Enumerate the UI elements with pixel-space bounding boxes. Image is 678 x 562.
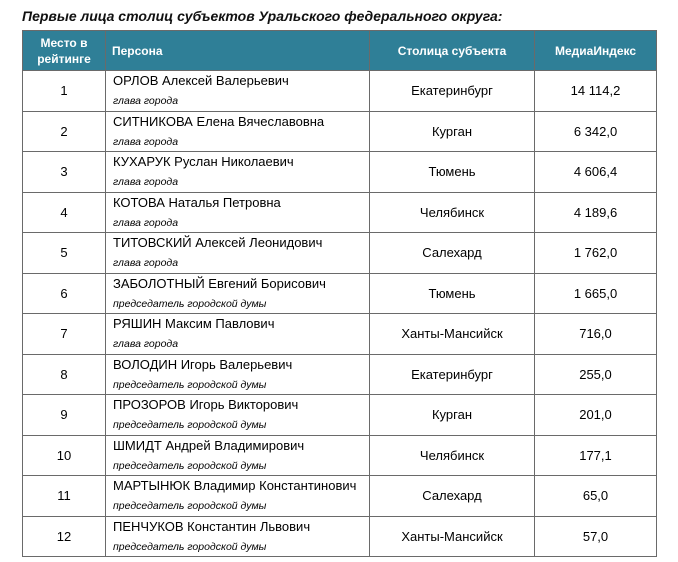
person-name: ПЕНЧУКОВ Константин Львович — [113, 518, 311, 534]
header-capital: Столица субъекта — [370, 31, 535, 71]
person-cell — [106, 354, 370, 395]
person-role: председатель городской думы — [113, 297, 267, 310]
capital-cell: Екатеринбург — [370, 354, 535, 395]
person-cell — [106, 476, 370, 517]
person-cell — [106, 192, 370, 233]
table-row — [23, 273, 657, 314]
rank-cell: 12 — [23, 516, 106, 557]
media-index-cell: 716,0 — [535, 314, 657, 355]
table-row — [23, 314, 657, 355]
rank-cell: 11 — [23, 476, 106, 517]
person-name: КОТОВА Наталья Петровна — [113, 194, 281, 210]
page-title: Первые лица столиц субъектов Уральского федерального округа: — [22, 8, 503, 24]
person-name: ШМИДТ Андрей Владимирович — [113, 437, 305, 453]
ranking-table — [22, 30, 657, 557]
person-name: РЯШИН Максим Павлович — [113, 316, 275, 331]
table-row — [23, 152, 657, 193]
rank-cell: 7 — [23, 314, 106, 355]
person-role: председатель городской думы — [113, 378, 267, 391]
rank-cell: 6 — [23, 273, 106, 314]
person-cell — [106, 233, 370, 274]
media-index-cell: 6 342,0 — [535, 111, 657, 152]
capital-cell: Ханты-Мансийск — [370, 314, 535, 355]
person-cell — [106, 435, 370, 476]
person-name: ТИТОВСКИЙ Алексей Леонидович — [113, 235, 323, 250]
person-cell — [106, 516, 370, 557]
capital-cell: Ханты-Мансийск — [370, 516, 535, 557]
table-row — [23, 516, 657, 557]
person-name: ВОЛОДИН Игорь Валерьевич — [113, 356, 293, 372]
rank-cell: 9 — [23, 395, 106, 436]
capital-cell: Курган — [370, 111, 535, 152]
media-index-cell: 14 114,2 — [535, 71, 657, 112]
person-cell — [106, 314, 370, 355]
header-rank: Место в рейтинге — [23, 31, 106, 71]
table-row — [23, 192, 657, 233]
capital-cell: Салехард — [370, 233, 535, 274]
table-row — [23, 233, 657, 274]
capital-cell: Курган — [370, 395, 535, 436]
media-index-cell: 65,0 — [535, 476, 657, 517]
person-name: КУХАРУК Руслан Николаевич — [113, 154, 294, 169]
media-index-cell: 1 665,0 — [535, 273, 657, 314]
person-name: СИТНИКОВА Елена Вячеславовна — [113, 113, 325, 129]
capital-cell: Екатеринбург — [370, 71, 535, 112]
person-role: глава города — [113, 95, 179, 107]
person-cell — [106, 71, 370, 112]
rank-cell: 8 — [23, 354, 106, 395]
table-row — [23, 395, 657, 436]
person-role: председатель городской думы — [113, 459, 267, 472]
rank-cell: 3 — [23, 152, 106, 193]
person-role: глава города — [113, 176, 179, 188]
table-row — [23, 435, 657, 476]
person-role: глава города — [113, 257, 179, 269]
capital-cell: Челябинск — [370, 435, 535, 476]
header-media-index: МедиаИндекс — [535, 31, 657, 71]
person-name: ЗАБОЛОТНЫЙ Евгений Борисович — [113, 275, 326, 291]
person-cell — [106, 152, 370, 193]
rank-cell: 2 — [23, 111, 106, 152]
media-index-cell: 4 189,6 — [535, 192, 657, 233]
person-cell — [106, 395, 370, 436]
table-row — [23, 111, 657, 152]
rank-cell: 10 — [23, 435, 106, 476]
person-role: глава города — [113, 338, 179, 350]
person-cell — [106, 111, 370, 152]
table-row — [23, 71, 657, 112]
rank-cell: 4 — [23, 192, 106, 233]
person-name: ОРЛОВ Алексей Валерьевич — [113, 73, 289, 88]
media-index-cell: 201,0 — [535, 395, 657, 436]
capital-cell: Челябинск — [370, 192, 535, 233]
person-role: глава города — [113, 216, 179, 229]
rank-cell: 5 — [23, 233, 106, 274]
capital-cell: Салехард — [370, 476, 535, 517]
person-role: глава города — [113, 135, 179, 148]
media-index-cell: 255,0 — [535, 354, 657, 395]
header-person: Персона — [106, 31, 370, 71]
media-index-cell: 1 762,0 — [535, 233, 657, 274]
capital-cell: Тюмень — [370, 273, 535, 314]
person-name: ПРОЗОРОВ Игорь Викторович — [113, 397, 299, 412]
table-row — [23, 354, 657, 395]
table-row — [23, 476, 657, 517]
media-index-cell: 57,0 — [535, 516, 657, 557]
media-index-cell: 177,1 — [535, 435, 657, 476]
table-header-row — [23, 31, 657, 71]
person-role: председатель городской думы — [113, 419, 267, 431]
capital-cell: Тюмень — [370, 152, 535, 193]
rank-cell: 1 — [23, 71, 106, 112]
person-role: председатель городской думы — [113, 500, 267, 512]
media-index-cell: 4 606,4 — [535, 152, 657, 193]
person-name: МАРТЫНЮК Владимир Константинович — [113, 478, 357, 493]
person-cell — [106, 273, 370, 314]
person-role: председатель городской думы — [113, 540, 267, 553]
